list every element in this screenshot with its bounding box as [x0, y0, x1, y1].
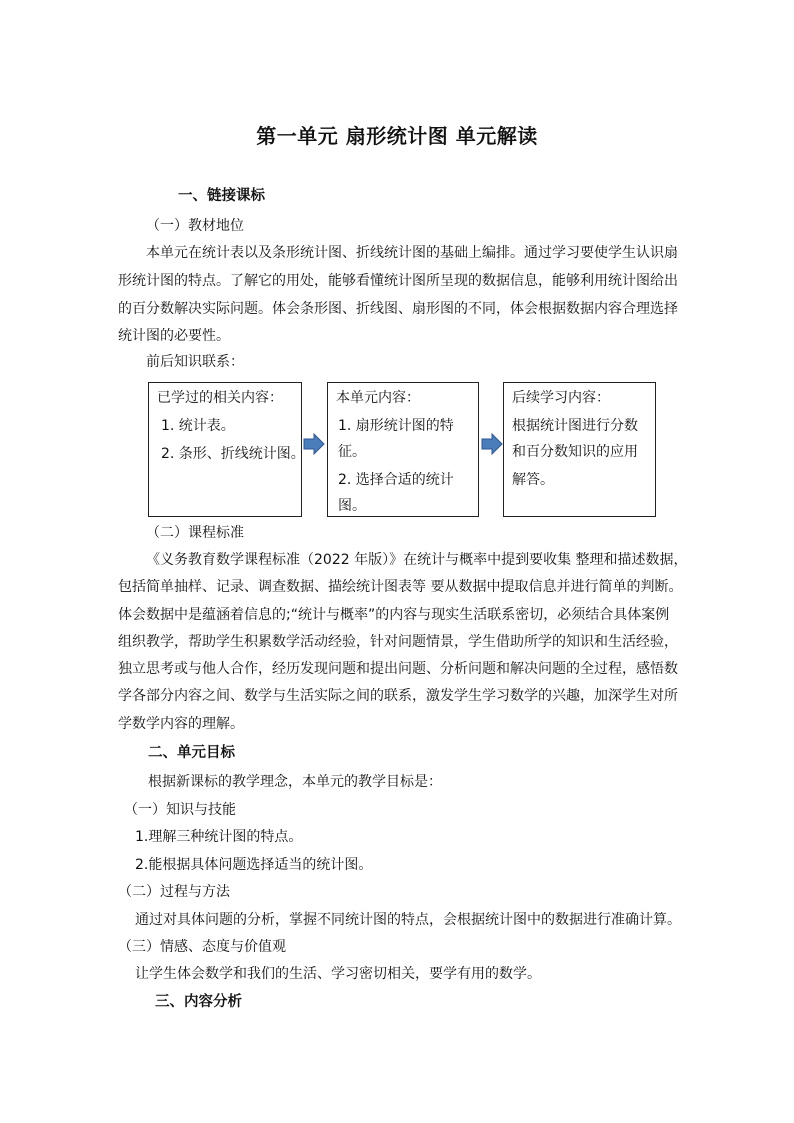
section-heading-curriculum: 一、链接课标: [178, 188, 265, 204]
paragraph-line: 独立思考或与他人合作，经历发现问题和提出问题、分析问题和解决问题的全过程，感悟数: [118, 661, 678, 677]
box-line: 2. 选择合适的统计: [338, 472, 454, 488]
paragraph-line: 《义务教育数学课程标准（2022 年版）》在统计与概率中提到要收集 整理和描述数据，: [146, 552, 688, 568]
section-heading-goals: 二、单元目标: [148, 745, 235, 761]
box-line: 和百分数知识的应用: [512, 444, 638, 460]
box-line: 解答。: [512, 472, 554, 488]
box-title: 后续学习内容：: [512, 390, 610, 406]
box-title: 本单元内容：: [336, 390, 420, 406]
goal-item: 2.能根据具体问题选择适当的统计图。: [135, 857, 373, 873]
goal-heading-process: （二）过程与方法: [118, 884, 230, 900]
paragraph-line: 学各部分内容之间、数学与生活实际之间的联系，激发学生学习数学的兴趣，加深学生对所: [118, 688, 678, 704]
box-line: 1. 扇形统计图的特: [338, 418, 454, 434]
goal-text: 让学生体会数学和我们的生活、学习密切相关，要学有用的数学。: [135, 966, 541, 982]
box-line: 1. 统计表。: [161, 418, 235, 434]
relation-label: 前后知识联系：: [146, 354, 244, 370]
page-title: 第一单元 扇形统计图 单元解读: [256, 124, 538, 148]
paragraph-line: 形统计图的特点。了解它的用处，能够看懂统计图所呈现的数据信息，能够利用统计图给出: [118, 273, 678, 289]
paragraph-line: 的百分数解决实际问题。体会条形图、折线图、扇形图的不同，体会根据数据内容合理选择: [118, 301, 678, 317]
box-line: 2. 条形、折线统计图。: [161, 446, 305, 462]
goals-intro: 根据新课标的教学理念，本单元的教学目标是：: [148, 774, 442, 790]
right-arrow-icon: [481, 433, 503, 455]
subheading-curriculum-standard: （二）课程标准: [146, 525, 244, 541]
goal-item: 1.理解三种统计图的特点。: [135, 829, 303, 845]
paragraph-line: 包括简单抽样、记录、调查数据、描绘统计图表等 要从数据中提取信息并进行简单的判断。: [118, 579, 683, 595]
current-unit-box: [327, 382, 479, 517]
goal-text: 通过对具体问题的分析，掌握不同统计图的特点，会根据统计图中的数据进行准确计算。: [135, 912, 681, 928]
box-line: 根据统计图进行分数: [512, 418, 638, 434]
paragraph-line: 统计图的必要性。: [118, 328, 230, 344]
follow-up-box: [503, 382, 656, 517]
section-heading-content-analysis: 三、内容分析: [155, 994, 242, 1010]
box-line: 征。: [338, 444, 366, 460]
right-arrow-icon: [303, 433, 325, 455]
goal-heading-knowledge: （一）知识与技能: [124, 802, 236, 818]
paragraph-line: 本单元在统计表以及条形统计图、折线统计图的基础上编排。通过学习要使学生认识扇: [146, 245, 678, 261]
paragraph-line: 体会数据中是蕴涵着信息的;“统计与概率”的内容与现实生活联系密切，必须结合具体案例: [118, 607, 670, 623]
subheading-textbook-position: （一）教材地位: [146, 218, 244, 234]
paragraph-line: 学数学内容的理解。: [118, 716, 244, 732]
box-title: 已学过的相关内容：: [157, 390, 283, 406]
goal-heading-attitude: （三）情感、态度与价值观: [118, 939, 286, 955]
prior-knowledge-box: [148, 382, 305, 517]
paragraph-line: 组织教学，帮助学生积累数学活动经验，针对问题情景，学生借助所学的知识和生活经验，: [118, 634, 678, 650]
box-line: 图。: [338, 498, 366, 514]
